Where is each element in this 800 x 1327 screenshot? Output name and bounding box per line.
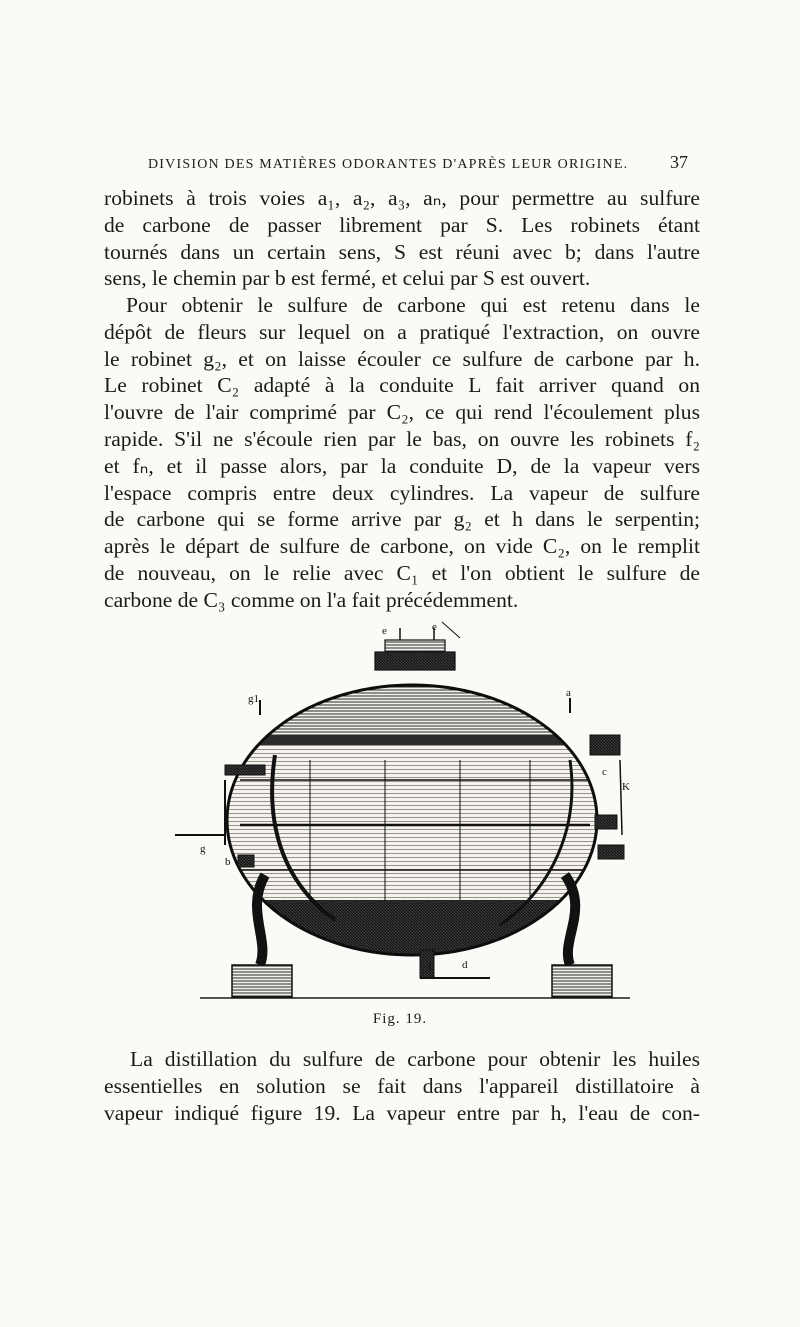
text-line: l'espace compris entre deux cylindres. La vapeur de sulfure	[104, 480, 700, 505]
figure-19	[170, 620, 635, 1005]
label-d: d	[462, 959, 468, 971]
vessel-body	[210, 670, 620, 980]
right-foot	[552, 965, 612, 997]
text-line: Le robinet C₂ adapté à la conduite L fait arriver quand on	[104, 373, 700, 398]
text-line: dépôt de fleurs sur lequel on a pratiqué l'extraction, on ouvre	[104, 319, 700, 344]
text-line: tournés dans un certain sens, S est réuni avec b; dans l'autre	[104, 239, 700, 264]
text-line: le robinet g₂, et on laisse écouler ce sulfure de carbone par h.	[104, 346, 700, 371]
text-line: de nouveau, on le relie avec C₁ et l'on obtient le sulfure de	[104, 560, 700, 585]
running-head	[148, 152, 688, 176]
paragraph	[104, 1046, 700, 1126]
text-line: La distillation du sulfure de carbone pour obtenir les huiles	[130, 1047, 700, 1071]
label-b: b	[225, 856, 231, 868]
text-line: carbone de C₃ comme on l'a fait précédemment.	[104, 587, 519, 612]
figure-caption: Fig. 19.	[372, 1011, 428, 1027]
text-line: rapide. S'il ne s'écoule rien par le bas, on ouvre les robinets f₂	[104, 426, 700, 451]
text-line: robinets à trois voies a₁, a₂, a₃, aₙ, pour permettre au sulfure	[104, 186, 700, 210]
text-line: vapeur indiqué figure 19. La vapeur entre par h, l'eau de con-	[104, 1100, 700, 1125]
manhole-cover	[385, 640, 445, 652]
text-line: l'ouvre de l'air comprimé par C₂, ce qui rend l'écoulement plus	[104, 400, 700, 425]
text-line: et fₙ, et il passe alors, par la conduite D, de la vapeur vers	[104, 453, 700, 478]
left-foot	[232, 965, 292, 997]
label-c: c	[602, 766, 607, 778]
label-g: g	[200, 843, 206, 855]
text-line: de carbone de passer librement par S. Les robinets étant	[104, 212, 700, 237]
label-g1: g1	[248, 693, 259, 705]
label-a: a	[566, 687, 571, 699]
text-line: sens, le chemin par b est fermé, et celui par S est ouvert.	[104, 266, 591, 291]
label-e-right: e	[432, 621, 437, 633]
distillation-apparatus-illustration	[170, 620, 635, 1005]
page-number: 37	[670, 152, 688, 172]
text-line: Pour obtenir le sulfure de carbone qui est retenu dans le	[126, 293, 700, 317]
text-line: après le départ de sulfure de carbone, on vide C₂, on le remplit	[104, 534, 700, 559]
running-title: DIVISION DES MATIÈRES ODORANTES D'APRÈS LEUR ORIGINE.	[148, 157, 629, 172]
label-e-left: e	[382, 625, 387, 637]
label-K: K	[622, 781, 630, 793]
text-line: essentielles en solution se fait dans l'appareil distillatoire à	[104, 1073, 700, 1098]
manhole-flange	[375, 652, 455, 670]
paragraph	[104, 185, 700, 292]
text-line: de carbone qui se forme arrive par g₂ et h dans le serpentin;	[104, 507, 700, 532]
label-f: f	[428, 961, 432, 973]
paragraph	[104, 292, 700, 614]
